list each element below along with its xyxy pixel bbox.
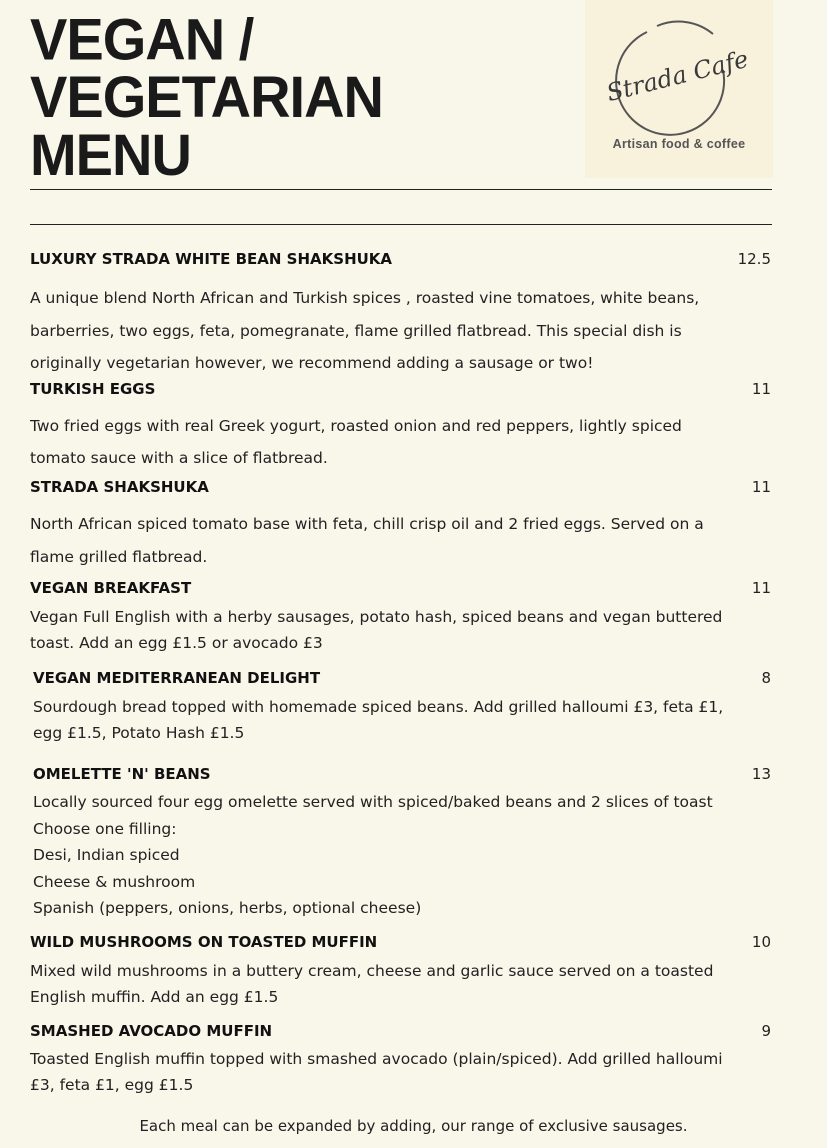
item-price: 8: [761, 669, 771, 687]
item-price: 11: [751, 579, 771, 597]
divider-top: [30, 189, 772, 190]
item-name: VEGAN MEDITERRANEAN DELIGHT: [33, 669, 321, 687]
description-line: Two fried eggs with real Greek yogurt, roasted onion and red peppers, lightly spiced: [30, 417, 682, 435]
item-name: SMASHED AVOCADO MUFFIN: [30, 1022, 273, 1040]
description-line: barberries, two eggs, feta, pomegranate, flame grilled flatbread. This special dish is: [30, 321, 682, 340]
item-price: 11: [751, 380, 771, 398]
description-line: Desi, Indian spiced: [33, 846, 180, 864]
description-line: £3, feta £1, egg £1.5: [30, 1076, 194, 1094]
divider-bottom: [30, 224, 772, 225]
item-name: WILD MUSHROOMS ON TOASTED MUFFIN: [30, 933, 378, 951]
description-line: Sourdough bread topped with homemade spiced beans. Add grilled halloumi £3, feta £1,: [33, 698, 724, 716]
logo-tagline: Artisan food & coffee: [612, 137, 746, 151]
description-line: Vegan Full English with a herby sausages, potato hash, spiced beans and vegan buttered: [30, 608, 723, 626]
item-description: [33, 694, 773, 746]
description-line: egg £1.5, Potato Hash £1.5: [33, 724, 245, 742]
footer-note: Each meal can be expanded by adding, our range of exclusive sausages.: [139, 1117, 688, 1135]
description-line: Toasted English muffin topped with smashed avocado (plain/spiced). Add grilled halloumi: [30, 1050, 723, 1068]
description-line: A unique blend North African and Turkish spices , roasted vine tomatoes, white beans,: [30, 289, 700, 307]
description-line: Mixed wild mushrooms in a buttery cream, cheese and garlic sauce served on a toasted: [30, 962, 714, 980]
cafe-logo: [585, 0, 773, 178]
description-line: Choose one filling:: [33, 819, 177, 838]
item-description: [33, 789, 773, 922]
description-line: originally vegetarian however, we recommend adding a sausage or two!: [30, 354, 594, 372]
menu-title: [30, 5, 383, 188]
description-line: Locally sourced four egg omelette served with spiced/baked beans and 2 slices of toast: [33, 793, 713, 811]
title-line-1: VEGAN /: [30, 5, 254, 72]
description-line: English muffin. Add an egg £1.5: [30, 988, 279, 1006]
item-price: 11: [751, 478, 771, 496]
title-line-2: VEGETARIAN: [30, 63, 383, 130]
item-price: 13: [751, 765, 771, 783]
item-description: [30, 958, 770, 1010]
item-name: TURKISH EGGS: [30, 380, 156, 398]
item-price: 12.5: [737, 250, 771, 268]
description-line: Cheese & mushroom: [33, 872, 196, 891]
item-description: [30, 1046, 770, 1098]
item-price: 10: [751, 933, 771, 951]
item-description: [30, 282, 770, 380]
item-name: OMELETTE 'N' BEANS: [33, 765, 211, 783]
description-line: toast. Add an egg £1.5 or avocado £3: [30, 634, 323, 652]
description-line: flame grilled flatbread.: [30, 548, 208, 566]
item-name: LUXURY STRADA WHITE BEAN SHAKSHUKA: [30, 250, 393, 268]
item-name: STRADA SHAKSHUKA: [30, 478, 209, 496]
item-description: [30, 604, 770, 656]
description-line: tomato sauce with a slice of flatbread.: [30, 449, 328, 467]
item-description: [30, 508, 770, 574]
item-price: 9: [761, 1022, 771, 1040]
description-line: Spanish (peppers, onions, herbs, optional cheese): [33, 899, 422, 917]
logo-script: Strada Cafe: [603, 44, 752, 108]
title-line-3: MENU: [30, 121, 191, 188]
item-description: [30, 410, 770, 474]
item-name: VEGAN BREAKFAST: [30, 579, 192, 597]
description-line: North African spiced tomato base with feta, chill crisp oil and 2 fried eggs. Served on a: [30, 515, 704, 533]
